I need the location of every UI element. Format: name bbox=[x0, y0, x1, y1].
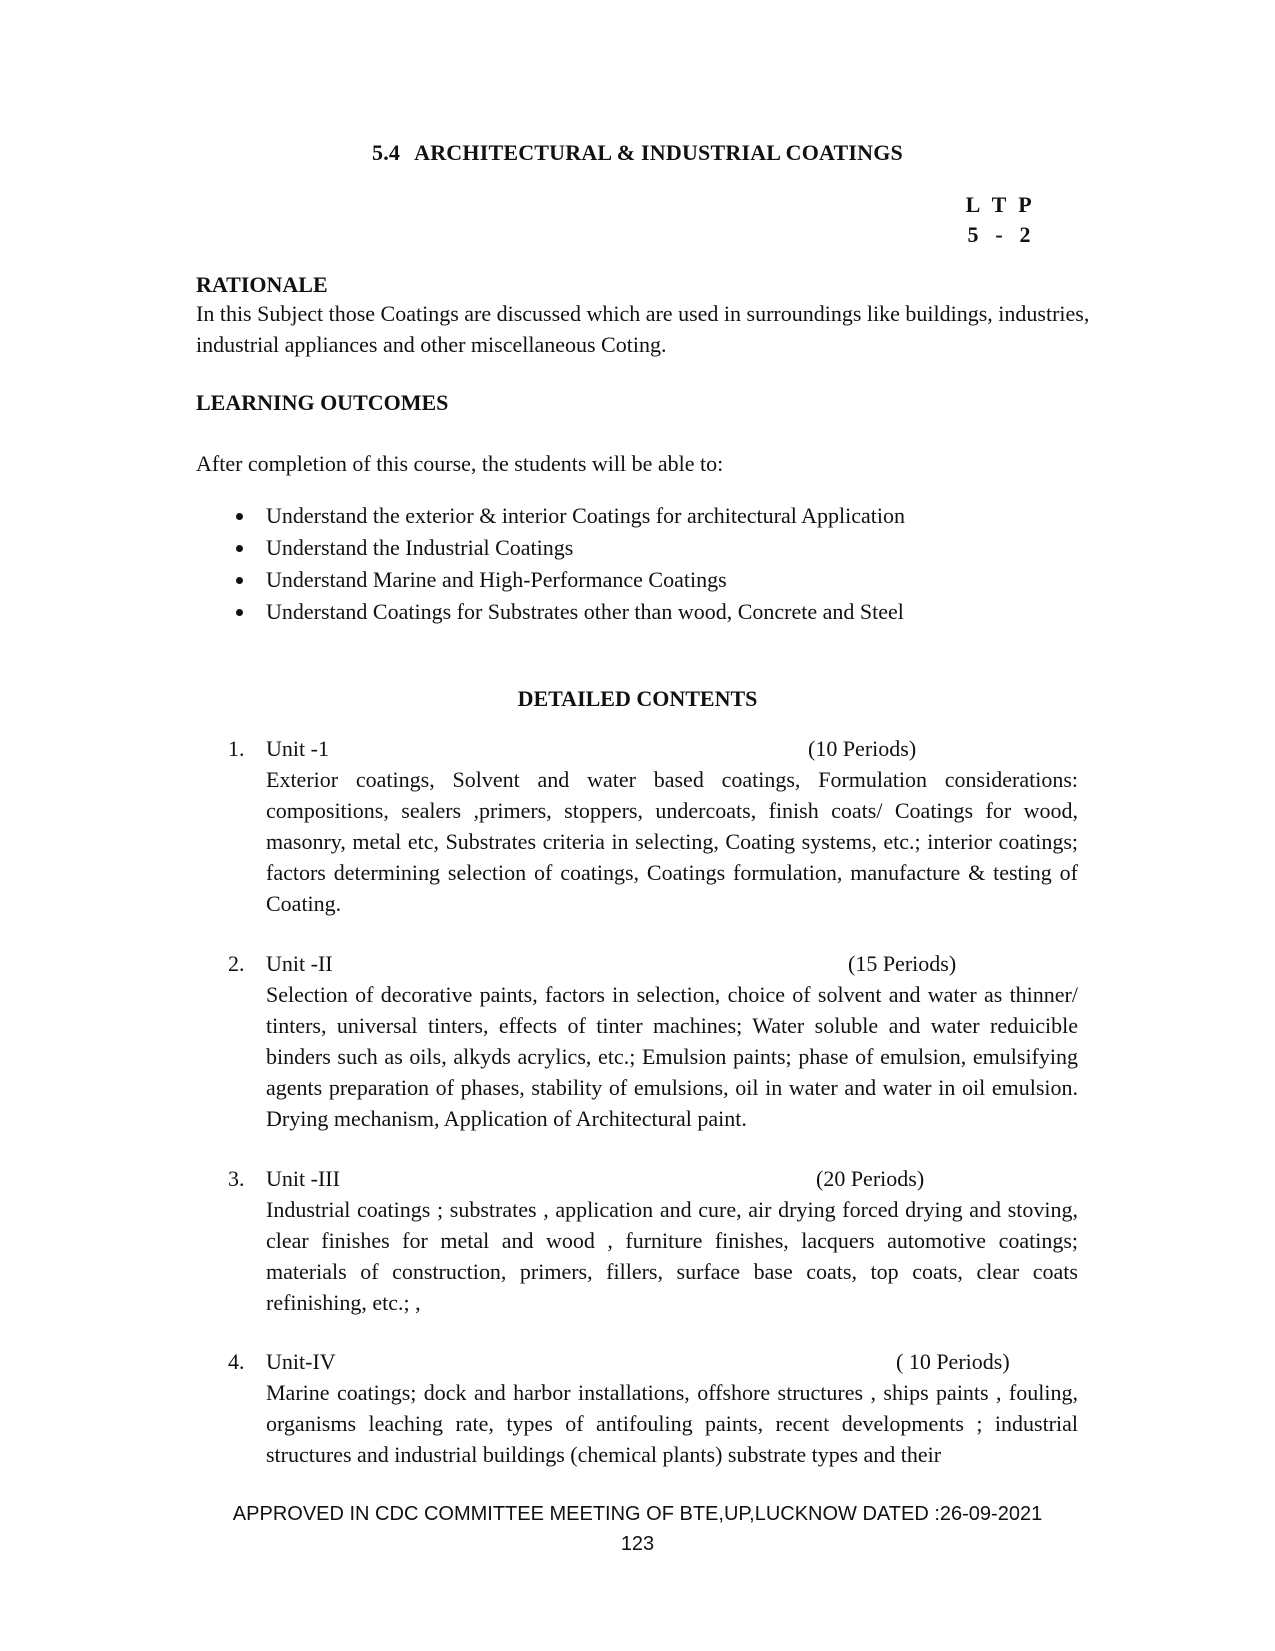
ltp-label-t: T bbox=[991, 192, 1007, 217]
page-number: 123 bbox=[620, 1533, 655, 1555]
list-item-text: Understand Coatings for Substrates other than wood, Concrete and Steel bbox=[266, 599, 904, 624]
ltp-label-l: L bbox=[965, 192, 981, 217]
unit-description: Industrial coatings ; substrates , application and cure, air drying forced drying and stoving, clear finishes for metal and wood , furniture finishes, lacquers automotive coatings; materials of construction, primers, fillers, surface base coats, top coats, clear coats refinishing, etc.; , bbox=[266, 1197, 1078, 1315]
unit-name: Unit -1 bbox=[266, 736, 329, 761]
unit-2 bbox=[228, 948, 1078, 1134]
list-item bbox=[196, 532, 1096, 564]
unit-4 bbox=[228, 1346, 1078, 1470]
unit-periods: ( 10 Periods) bbox=[896, 1349, 1010, 1374]
rationale-heading: RATIONALE bbox=[196, 272, 328, 297]
section-title: ARCHITECTURAL & INDUSTRIAL COATINGS bbox=[414, 140, 903, 165]
unit-description: Exterior coatings, Solvent and water based coatings, Formulation considerations: compositions, sealers ,primers, stoppers, undercoats, finish coats/ Coatings for wood, masonry, metal etc, Substrates criteria in selecting, Coating systems, etc.; interior coatings; factors determining selection of coatings, Coatings formulation, manufacture & testing of Coating. bbox=[266, 767, 1078, 916]
list-item bbox=[196, 564, 1096, 596]
list-item-text: Understand the Industrial Coatings bbox=[266, 535, 574, 560]
bullet-icon bbox=[236, 545, 243, 552]
unit-description: Marine coatings; dock and harbor installations, offshore structures , ships paints , fouling, organisms leaching rate, types of antifouling paints, recent developments ; industrial structures and industrial buildings (chemical plants) substrate types and their bbox=[266, 1380, 1078, 1467]
unit-3 bbox=[228, 1163, 1078, 1318]
approval-footer: APPROVED IN CDC COMMITTEE MEETING OF BTE,UP,LUCKNOW DATED :26-09-2021 bbox=[232, 1503, 1043, 1525]
learning-outcomes-list bbox=[196, 500, 1096, 628]
rationale-text: In this Subject those Coatings are discussed which are used in surroundings like buildings, industries, industrial appliances and other miscellaneous Coting. bbox=[196, 301, 1090, 357]
learning-outcomes-heading: LEARNING OUTCOMES bbox=[196, 390, 449, 415]
unit-periods: (20 Periods) bbox=[816, 1166, 925, 1191]
list-item-text: Understand Marine and High-Performance Coatings bbox=[266, 567, 727, 592]
unit-name: Unit -III bbox=[266, 1166, 340, 1191]
unit-number: 2. bbox=[228, 951, 245, 976]
ltp-value-l: 5 bbox=[967, 222, 979, 247]
unit-description: Selection of decorative paints, factors in selection, choice of solvent and water as thinner/ tinters, universal tinters, effects of tinter machines; Water soluble and water reduicible binders such as oils, alkyds acrylics, etc.; Emulsion paints; phase of emulsion, emulsifying agents preparation of phases, stability of emulsions, oil in water and water in oil emulsion. Drying mechanism, Application of Architectural paint. bbox=[266, 982, 1078, 1131]
ltp-labels bbox=[960, 192, 1080, 218]
detailed-contents-heading: DETAILED CONTENTS bbox=[517, 686, 758, 711]
unit-name: Unit-IV bbox=[266, 1349, 336, 1374]
section-number: 5.4 bbox=[372, 140, 401, 165]
ltp-values bbox=[960, 222, 1080, 248]
bullet-icon bbox=[236, 577, 243, 584]
unit-1 bbox=[228, 733, 1078, 919]
unit-name: Unit -II bbox=[266, 951, 333, 976]
bullet-icon bbox=[236, 513, 243, 520]
unit-number: 3. bbox=[228, 1166, 245, 1191]
unit-periods: (15 Periods) bbox=[848, 951, 957, 976]
list-item bbox=[196, 596, 1096, 628]
bullet-icon bbox=[236, 609, 243, 616]
list-item-text: Understand the exterior & interior Coatings for architectural Application bbox=[266, 503, 906, 528]
unit-number: 4. bbox=[228, 1349, 245, 1374]
ltp-value-t: - bbox=[995, 222, 1003, 247]
page-title bbox=[0, 140, 1275, 166]
unit-number: 1. bbox=[228, 736, 245, 761]
unit-periods: (10 Periods) bbox=[808, 736, 917, 761]
learning-outcomes-intro: After completion of this course, the students will be able to: bbox=[196, 451, 724, 476]
list-item bbox=[196, 500, 1096, 532]
ltp-value-p: 2 bbox=[1019, 222, 1031, 247]
ltp-label-p: P bbox=[1018, 192, 1032, 217]
